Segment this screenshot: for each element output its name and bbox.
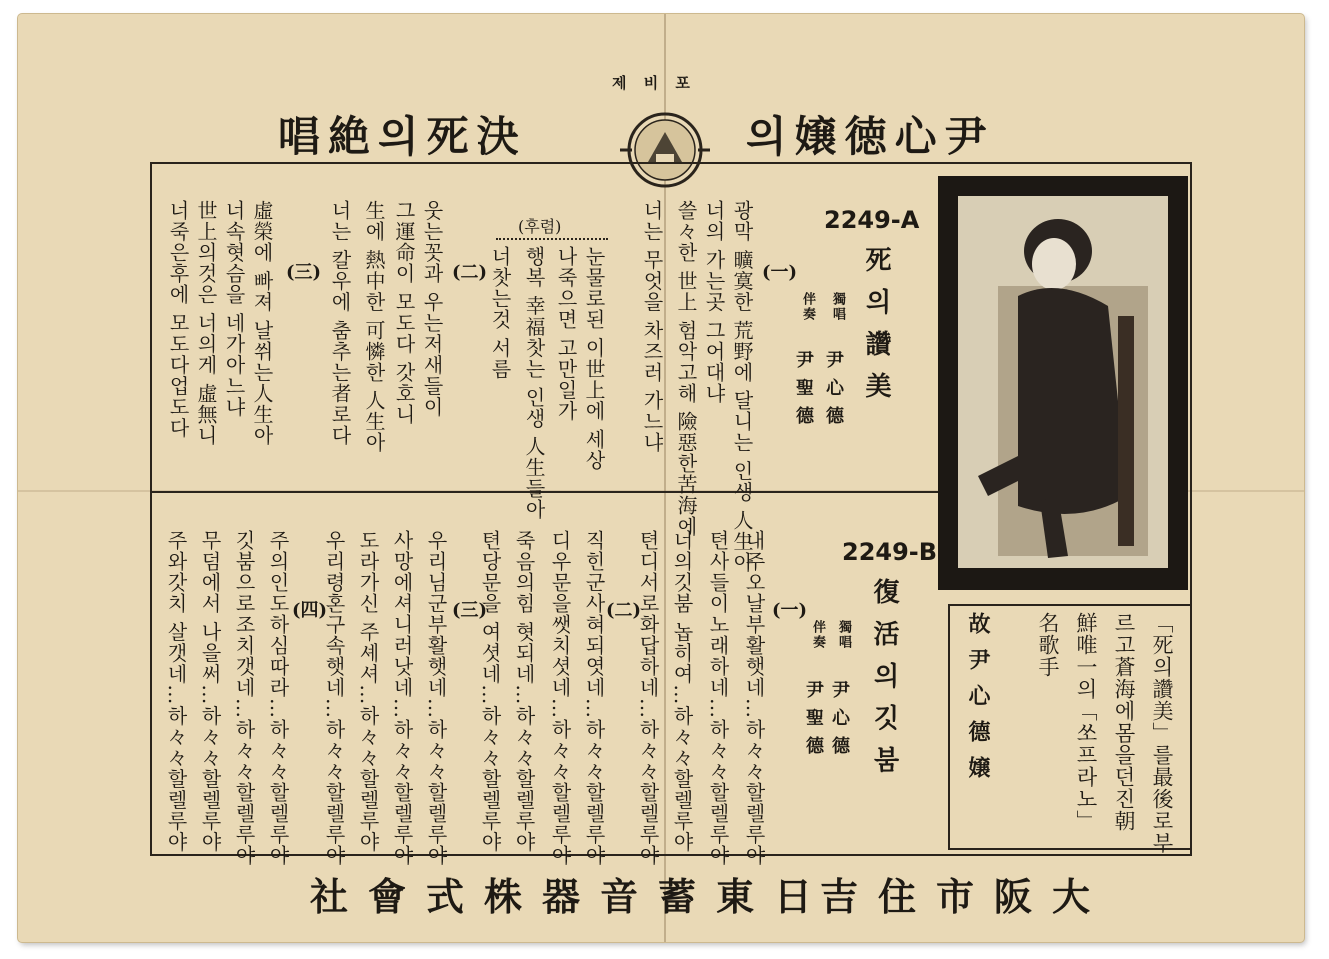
header-small-label: 제 비 포 — [612, 74, 696, 92]
side-a-credit-role-1: 獨唱 — [830, 292, 845, 322]
side-a-verse-1-line-2: 너의 가는곳 그어대냐 — [702, 200, 726, 404]
footer-company-location: 吉住市阪大 — [820, 874, 1111, 919]
side-a-verse-3-line-3: 生에 熱中한 可憐한 人生아 — [362, 200, 386, 454]
side-b-verse-4-mark: (四) — [292, 600, 328, 621]
side-a-verse-2-line-3: 행복 幸福찻는 인생 人生들아 — [522, 246, 546, 521]
side-b-line-13: 주의인도하심따라…하々々할렐루야 — [266, 530, 290, 866]
side-b-line-5: 직힌군사혀되엿네…하々々할렐루야 — [582, 530, 606, 866]
side-a-catalog-number: 2249-A — [824, 206, 920, 234]
notice-line-3: 鮮唯一의「쏘프라노」 — [1074, 612, 1098, 832]
side-a-verse-4-line-2: 너속혓슴을 네가아느냐 — [222, 200, 246, 418]
side-a-verse-4-line-3: 世上의것은 너의게 虛無니 — [194, 200, 218, 446]
side-a-verse-1-mark: (一) — [762, 262, 798, 283]
side-a-credit-name-2: 尹聖德 — [793, 350, 814, 434]
side-b-credit-name-2: 尹聖德 — [803, 680, 824, 764]
notice-line-5: 故尹心德嬢 — [965, 612, 991, 792]
side-b-line-6: 디우문을쌧치셧네…하々々할렐루야 — [548, 530, 572, 866]
notice-line-2: 르고蒼海에몸을던진朝 — [1112, 612, 1136, 832]
side-b-song-title: 復活의깃붐 — [869, 578, 899, 788]
side-b-credit-role-1: 獨唱 — [836, 620, 851, 650]
side-b-line-15: 무덤에서 나을써…하々々할렐루야 — [198, 530, 222, 853]
side-a-verse-4-mark: (三) — [286, 262, 322, 283]
portrait-image — [958, 196, 1168, 568]
side-b-line-9: 우리님군부활햇네…하々々할렐루야 — [424, 530, 448, 866]
side-b-line-12: 우리령혼구속햇네…하々々할렐루야 — [322, 530, 346, 866]
side-a-verse-1-line-3: 쓸々한 世上 험악고해 險惡한苦海에 — [674, 200, 698, 538]
side-b-line-16: 주와갓치 살갯네…하々々할렐루야 — [164, 530, 188, 853]
side-a-credit-role-2: 伴奏 — [800, 292, 815, 322]
side-a-verse-3-line-1: 웃는꼿과 우는저새들이 — [420, 200, 444, 418]
singer-portrait — [958, 196, 1168, 568]
side-b-line-4: 텬디서로화답하네…하々々할렐루야 — [636, 530, 660, 866]
side-a-refrain-label: (후렴) — [518, 217, 562, 236]
refrain-divider — [496, 238, 608, 240]
side-a-verse-2-line-2: 나죽으면 고만일가 — [554, 246, 578, 422]
side-b-catalog-number: 2249-B — [842, 538, 938, 566]
side-a-verse-2-line-1: 눈물로된 이世上에 세상 — [582, 246, 606, 471]
notice-line-1: 「死의讚美」를最後로부 — [1150, 612, 1174, 854]
side-b-line-2: 텬사들이노래하네…하々々할렐루야 — [706, 530, 730, 866]
side-b-line-11: 도라가신 주셰셔…하々々할렐루야 — [356, 530, 380, 853]
side-b-line-1: 내주오날부활햇네…하々々할렐루야 — [742, 530, 766, 866]
notice-line-4: 名歌手 — [1036, 612, 1060, 678]
side-a-verse-4-line-4: 너죽은후에 모도다업도다 — [166, 200, 190, 439]
side-a-verse-2-line-4: 너찻는것 서름 — [488, 246, 512, 380]
side-a-credit-name-1: 尹心德 — [823, 350, 844, 434]
side-a-verse-1-line-4: 너는 무엇을 차즈러 가느냐 — [640, 200, 664, 454]
right-title: 의嬢徳心尹 — [746, 112, 995, 161]
side-a-song-title: 死의讚美 — [861, 246, 891, 414]
footer-company-name: 社會式株器音蓄東日 — [310, 874, 833, 919]
side-b-verse-1-mark: (一) — [772, 600, 808, 621]
side-b-line-14: 깃붐으로조치갯네…하々々할렐루야 — [232, 530, 256, 866]
left-title: 唱絶의死決 — [278, 112, 527, 161]
side-a-verse-3-line-2: 그運命이 모도다 갓호니 — [392, 200, 416, 425]
side-b-line-8: 텬당문을 여셧네…하々々할렐루야 — [478, 530, 502, 853]
side-a-verse-1-line-1: 광막 曠寞한 荒野에 달니는 인생 人生아 — [730, 200, 754, 573]
side-b-line-7: 죽음의힘 혓되네…하々々할렐루야 — [512, 530, 536, 853]
side-b-credit-role-2: 伴奏 — [810, 620, 825, 650]
side-b-verse-3-mark: (三) — [452, 600, 488, 621]
side-b-line-3: 너의깃붐 놉히여…하々々할렐루야 — [670, 530, 694, 853]
side-a-verse-3-line-4: 너는 칼우에 춤추는者로다 — [328, 200, 352, 446]
side-a-verse-3-mark: (二) — [452, 262, 488, 283]
side-a-verse-4-line-1: 虛榮에 빠져 날쒸는人生아 — [250, 200, 274, 446]
side-b-credit-name-1: 尹心德 — [829, 680, 850, 764]
side-b-line-10: 사망에셔니러낫네…하々々할렐루야 — [390, 530, 414, 866]
side-b-verse-2-mark: (二) — [606, 600, 642, 621]
